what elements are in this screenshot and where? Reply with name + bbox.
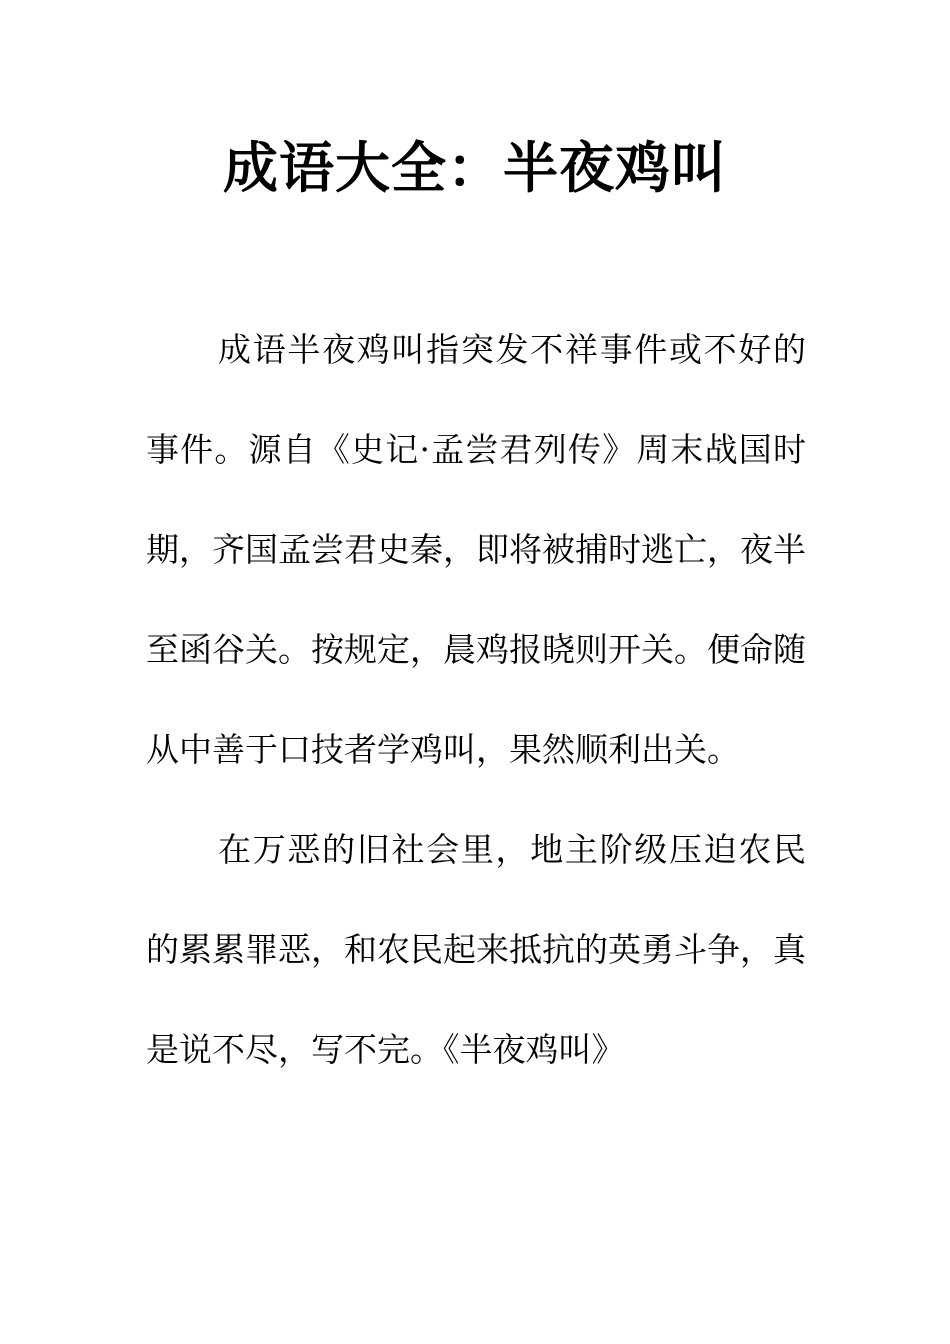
document-title: 成语大全：半夜鸡叫: [222, 136, 727, 200]
paragraph-2: 在万恶的旧社会里，地主阶级压迫农民的累累罪恶，和农民起来抵抗的英勇斗争，真是说不尽，写不完。《半夜鸡叫》: [146, 830, 806, 1069]
document-body: [146, 300, 806, 1100]
paragraph-1: 成语半夜鸡叫指突发不祥事件或不好的事件。源自《史记·孟尝君列传》周末战国时期，齐国孟尝君史秦，即将被捕时逃亡，夜半至函谷关。按规定，晨鸡报晓则开关。便命随从中善于口技者学鸡叫，果然顺利出关。: [146, 330, 806, 769]
